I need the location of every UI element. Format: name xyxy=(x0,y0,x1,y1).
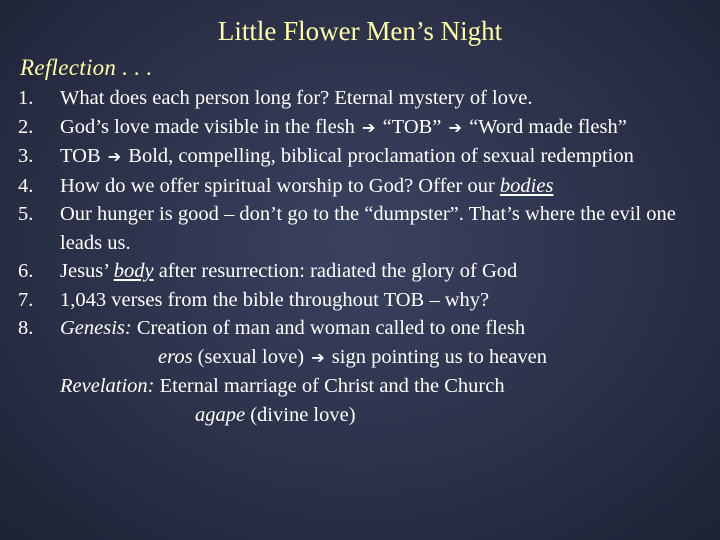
item-text: sign pointing us to heaven xyxy=(331,345,548,368)
list-item xyxy=(18,200,708,257)
slide-subtitle: Reflection . . . xyxy=(20,55,153,80)
revelation-label: Revelation: xyxy=(60,375,155,397)
item-text: (divine love) xyxy=(245,403,356,426)
agape-word: agape xyxy=(195,403,246,426)
item-number: 8. xyxy=(18,317,34,339)
item-number: 5. xyxy=(18,203,34,225)
item-number: 1. xyxy=(18,87,34,109)
list-item xyxy=(18,172,708,201)
item-number: 2. xyxy=(18,115,34,138)
item-text: TOB xyxy=(60,145,101,167)
agape-line xyxy=(60,401,708,430)
item-text: (sexual love) xyxy=(192,345,310,368)
revelation-line xyxy=(60,372,708,401)
item-number: 7. xyxy=(18,288,34,311)
slide-title: Little Flower Men’s Night xyxy=(217,16,503,46)
item-text: Eternal marriage of Christ and the Church xyxy=(154,375,505,397)
reflection-list xyxy=(18,84,708,429)
arrow-right-icon: ➔ xyxy=(107,147,122,166)
item-number: 3. xyxy=(18,145,34,167)
item-text: Creation of man and woman called to one flesh xyxy=(131,317,526,339)
item-text: Jesus’ xyxy=(60,260,114,282)
list-item xyxy=(18,113,708,143)
item-text: What does each person long for? Eternal mystery of love. xyxy=(60,87,533,109)
item-number: 6. xyxy=(18,260,34,282)
arrow-right-icon: ➔ xyxy=(448,117,462,137)
eros-line xyxy=(60,343,708,373)
item-text: 1,043 verses from the bible throughout TOB – why? xyxy=(60,288,490,311)
list-item xyxy=(18,257,708,286)
list-item xyxy=(18,142,708,172)
item-text: Our hunger is good – don’t go to the “dumpster”. That’s where the evil one leads us. xyxy=(60,203,676,254)
arrow-right-icon: ➔ xyxy=(362,117,376,137)
list-item xyxy=(18,286,708,315)
item-number: 4. xyxy=(18,174,34,197)
eros-word: eros xyxy=(158,345,193,368)
item-text: Bold, compelling, biblical proclamation of sexual redemption xyxy=(128,145,634,167)
underlined-word: body xyxy=(113,260,154,282)
list-item xyxy=(18,314,708,429)
item-text: after resurrection: radiated the glory of God xyxy=(153,260,518,282)
item-text: God’s love made visible in the flesh xyxy=(60,115,355,138)
underlined-word: bodies xyxy=(499,174,554,197)
item-text: “Word made flesh” xyxy=(469,115,627,138)
genesis-label: Genesis: xyxy=(60,317,132,339)
item-text: “TOB” xyxy=(382,115,442,138)
arrow-right-icon: ➔ xyxy=(311,347,325,367)
list-item xyxy=(18,84,708,113)
item-text: How do we offer spiritual worship to God? Offer our xyxy=(60,174,500,197)
